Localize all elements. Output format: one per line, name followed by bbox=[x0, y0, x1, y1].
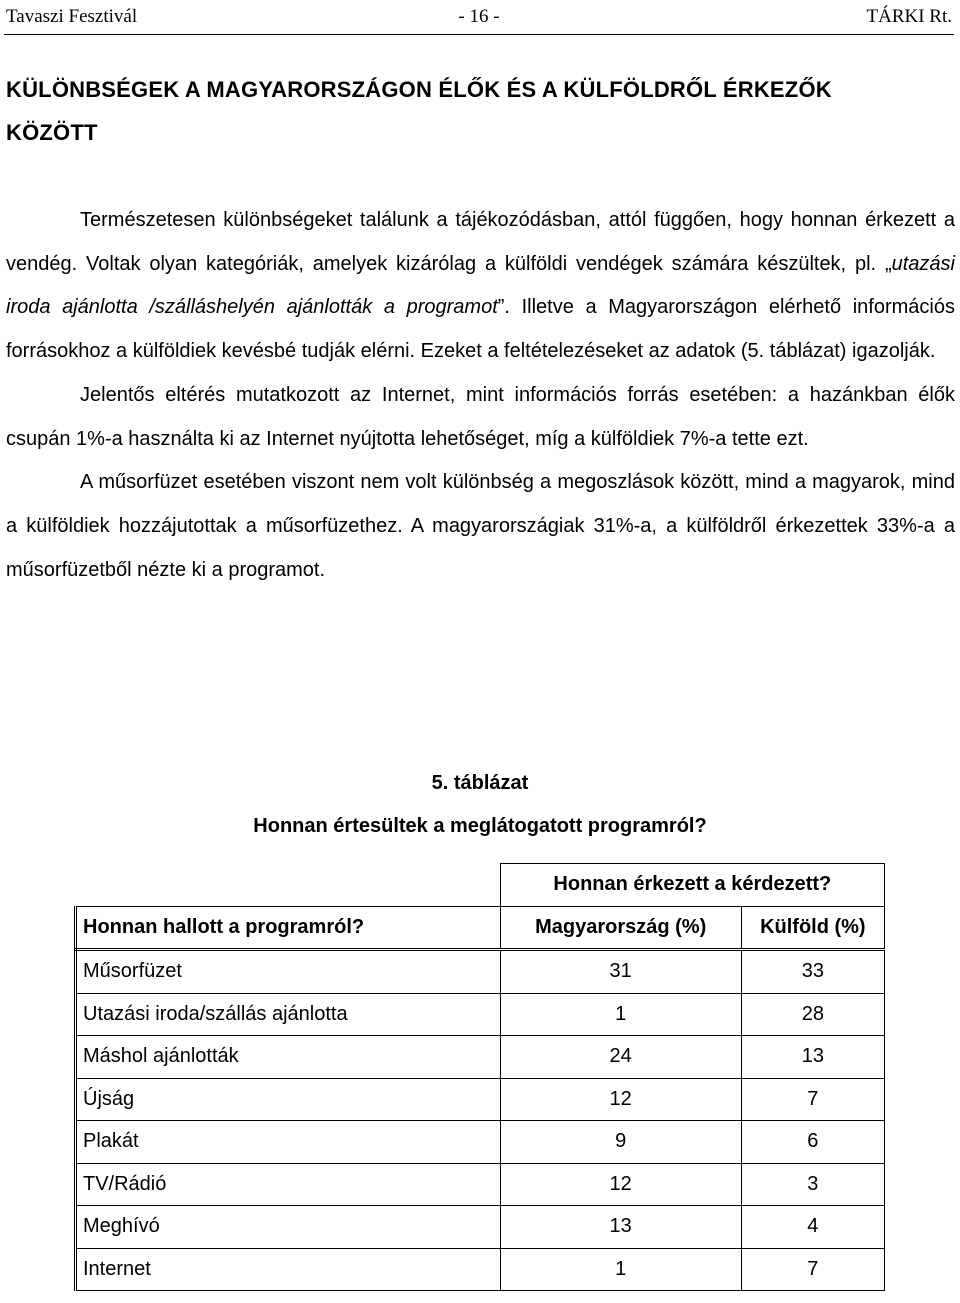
table-cell-abroad: 7 bbox=[741, 1248, 884, 1291]
header-publisher: TÁRKI Rt. bbox=[866, 6, 952, 27]
section-title bbox=[6, 68, 946, 154]
table-cell-source: Újság bbox=[76, 1078, 501, 1121]
table-number: 5. táblázat bbox=[431, 772, 529, 794]
table-cell-abroad: 13 bbox=[741, 1036, 884, 1079]
table-header-abroad: Külföld (%) bbox=[741, 906, 884, 950]
section-title-line-1: KÜLÖNBSÉGEK A MAGYARORSZÁGON ÉLŐK ÉS A KÜLFÖLDRŐL ÉRKEZŐK bbox=[6, 77, 832, 102]
table-row bbox=[76, 1248, 885, 1291]
paragraph-1-italic-quote: utazási iroda ajánlotta /szálláshelyén ajánlották a programot bbox=[6, 252, 955, 319]
header-page-number: - 16 - bbox=[458, 6, 500, 27]
header-publication: Tavaszi Fesztivál bbox=[6, 6, 138, 27]
table-cell-abroad: 7 bbox=[741, 1078, 884, 1121]
table-cell-abroad: 28 bbox=[741, 993, 884, 1036]
table-cell-abroad: 3 bbox=[741, 1163, 884, 1206]
paragraph-1-text-b: ”. Illetve a Magyarországon elérhető információs forrásokhoz a külföldiek kevésbé tudják elérni. Ezeket a feltételezéseket az adatok (5. táblázat) igazolják. bbox=[6, 296, 955, 363]
table-cell-source: Utazási iroda/szállás ajánlotta bbox=[76, 993, 501, 1036]
table-cell-hungary: 12 bbox=[500, 1078, 741, 1121]
table-row bbox=[76, 993, 885, 1036]
table-cell-abroad: 33 bbox=[741, 950, 884, 994]
table-group-header: Honnan érkezett a kérdezett? bbox=[500, 864, 884, 907]
table-cell-hungary: 12 bbox=[500, 1163, 741, 1206]
paragraph-3: A műsorfüzet esetében viszont nem volt különbség a megoszlások között, mind a magyarok, mind a külföldiek hozzájutottak a műsorfüzethez. A magyarországiak 31%-a, a külföldről érkezettek 33%-a a műsorfüzetből nézte ki a programot. bbox=[6, 471, 955, 581]
table-cell-source: Máshol ajánlották bbox=[76, 1036, 501, 1079]
table-cell-hungary: 9 bbox=[500, 1121, 741, 1164]
table-empty-corner bbox=[76, 864, 501, 907]
page-header bbox=[4, 2, 954, 35]
table-row bbox=[76, 1036, 885, 1079]
table-header-row bbox=[76, 906, 885, 950]
table-cell-hungary: 1 bbox=[500, 993, 741, 1036]
table-cell-source: Meghívó bbox=[76, 1206, 501, 1249]
table-cell-hungary: 31 bbox=[500, 950, 741, 994]
sources-table bbox=[74, 863, 885, 1291]
table-row bbox=[76, 950, 885, 994]
paragraph-1-text-a: Természetesen különbségeket találunk a tájékozódásban, attól függően, hogy honnan érkezett a vendég. Voltak olyan kategóriák, amelyek kizárólag a külföldi vendégek számára készültek, pl. „ bbox=[6, 209, 955, 275]
table-cell-hungary: 24 bbox=[500, 1036, 741, 1079]
table-row bbox=[76, 1078, 885, 1121]
table-header-hungary: Magyarország (%) bbox=[500, 906, 741, 950]
section-title-line-2: KÖZÖTT bbox=[6, 120, 98, 145]
table-cell-source: Internet bbox=[76, 1248, 501, 1291]
table-title: Honnan értesültek a meglátogatott programról? bbox=[253, 815, 707, 837]
table-group-header-row bbox=[76, 864, 885, 907]
table-cell-source: TV/Rádió bbox=[76, 1163, 501, 1206]
table-cell-abroad: 4 bbox=[741, 1206, 884, 1249]
table-cell-source: Plakát bbox=[76, 1121, 501, 1164]
table-body bbox=[76, 950, 885, 1291]
table-cell-source: Műsorfüzet bbox=[76, 950, 501, 994]
table-cell-abroad: 6 bbox=[741, 1121, 884, 1164]
table-row bbox=[76, 1163, 885, 1206]
table-row bbox=[76, 1206, 885, 1249]
paragraph-2: Jelentős eltérés mutatkozott az Internet, mint információs forrás esetében: a hazánkban élők csupán 1%-a használta ki az Internet nyújtotta lehetőséget, míg a külföldiek 7%-a tette ezt. bbox=[6, 383, 955, 450]
body-text bbox=[6, 199, 955, 592]
table-cell-hungary: 13 bbox=[500, 1206, 741, 1249]
table-row bbox=[76, 1121, 885, 1164]
paragraph-1 bbox=[6, 199, 955, 374]
table-cell-hungary: 1 bbox=[500, 1248, 741, 1291]
table-header-source: Honnan hallott a programról? bbox=[76, 906, 501, 950]
